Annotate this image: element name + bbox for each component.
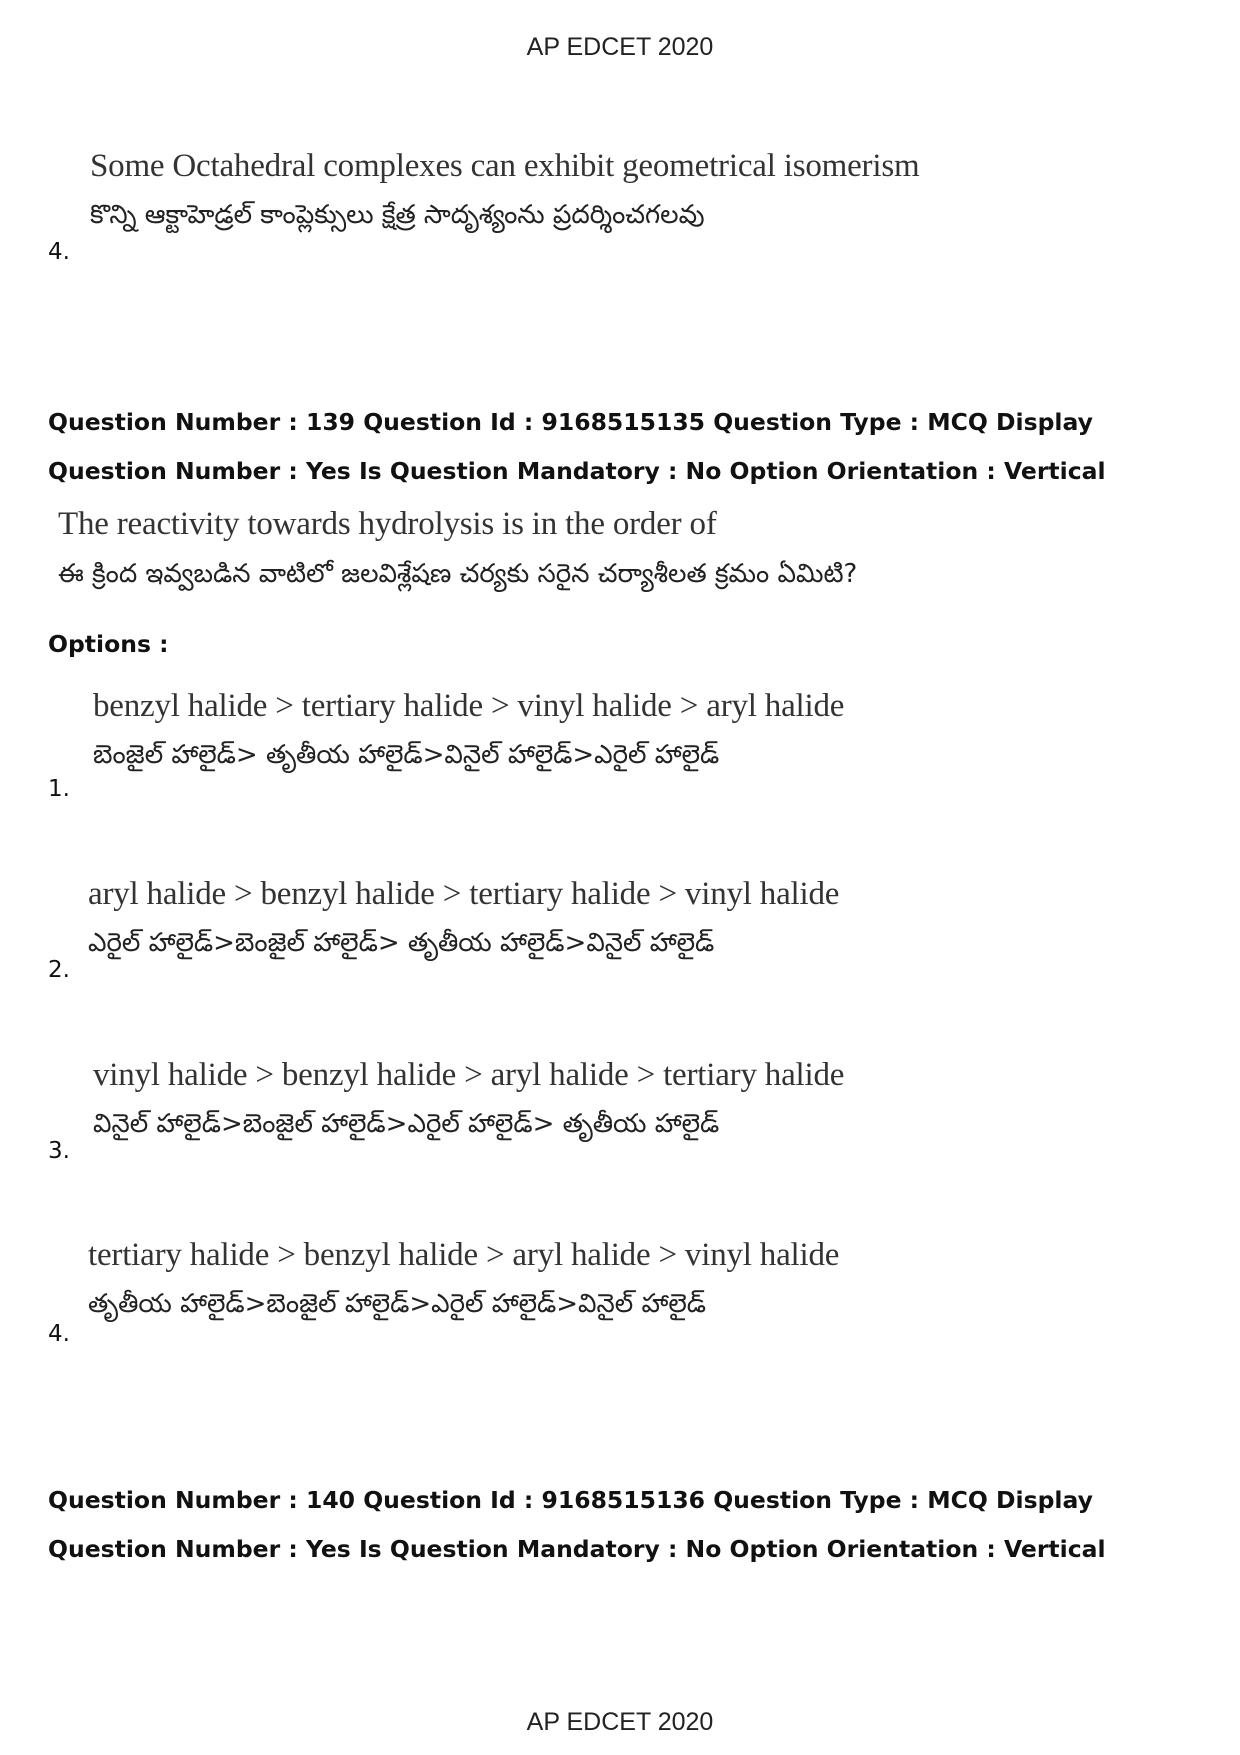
option-2-english: aryl halide > benzyl halide > tertiary halide > vinyl halide [88,876,840,912]
question-139-meta: Question Number : 139 Question Id : 9168515135 Question Type : MCQ Display Question Number : Yes Is Question Mandatory : No Option Orientation : Vertical [48,408,1106,485]
prev-option-number: 4. [48,239,70,265]
question-139-telugu: ఈ క్రింద ఇవ్వబడిన వాటిలో జలవిశ్లేషణ చర్యకు సరైన చర్యాశీలత క్రమం ఏమిటి? [58,559,858,589]
options-label: Options : [48,630,169,658]
option-4-telugu: తృతీయ హాలైడ్>బెంజైల్ హాలైడ్>ఎరైల్ హాలైడ్>వినైల్ హాలైడ్ [88,1289,707,1319]
option-4-number: 4. [48,1321,70,1347]
page-footer: AP EDCET 2020 [526,1708,714,1736]
option-4-english: tertiary halide > benzyl halide > aryl halide > vinyl halide [88,1237,840,1273]
option-1-telugu: బెంజైల్ హాలైడ్> తృతీయ హాలైడ్>వినైల్ హాలైడ్>ఎరైల్ హాలైడ్ [93,740,720,770]
prev-option-english: Some Octahedral complexes can exhibit geometrical isomerism [90,148,920,184]
prev-option-telugu: కొన్ని ఆక్టాహెడ్రల్ కాంప్లెక్సులు క్షేత్ర సాదృశ్యంను ప్రదర్శించగలవు [90,200,705,230]
option-1-number: 1. [48,776,70,802]
question-140-meta: Question Number : 140 Question Id : 9168515136 Question Type : MCQ Display Question Number : Yes Is Question Mandatory : No Option Orientation : Vertical [48,1486,1106,1563]
option-3-telugu: వినైల్ హాలైడ్>బెంజైల్ హాలైడ్>ఎరైల్ హాలైడ్> తృతీయ హాలైడ్ [93,1109,720,1139]
page-header: AP EDCET 2020 [526,33,714,61]
option-1-english: benzyl halide > tertiary halide > vinyl halide > aryl halide [93,688,845,724]
option-3-number: 3. [48,1138,70,1164]
option-2-telugu: ఎరైల్ హాలైడ్>బెంజైల్ హాలైడ్> తృతీయ హాలైడ్>వినైల్ హాలైడ్ [88,928,715,958]
option-2-number: 2. [48,957,70,983]
option-3-english: vinyl halide > benzyl halide > aryl halide > tertiary halide [93,1057,845,1093]
question-139-english: The reactivity towards hydrolysis is in the order of [58,506,717,542]
